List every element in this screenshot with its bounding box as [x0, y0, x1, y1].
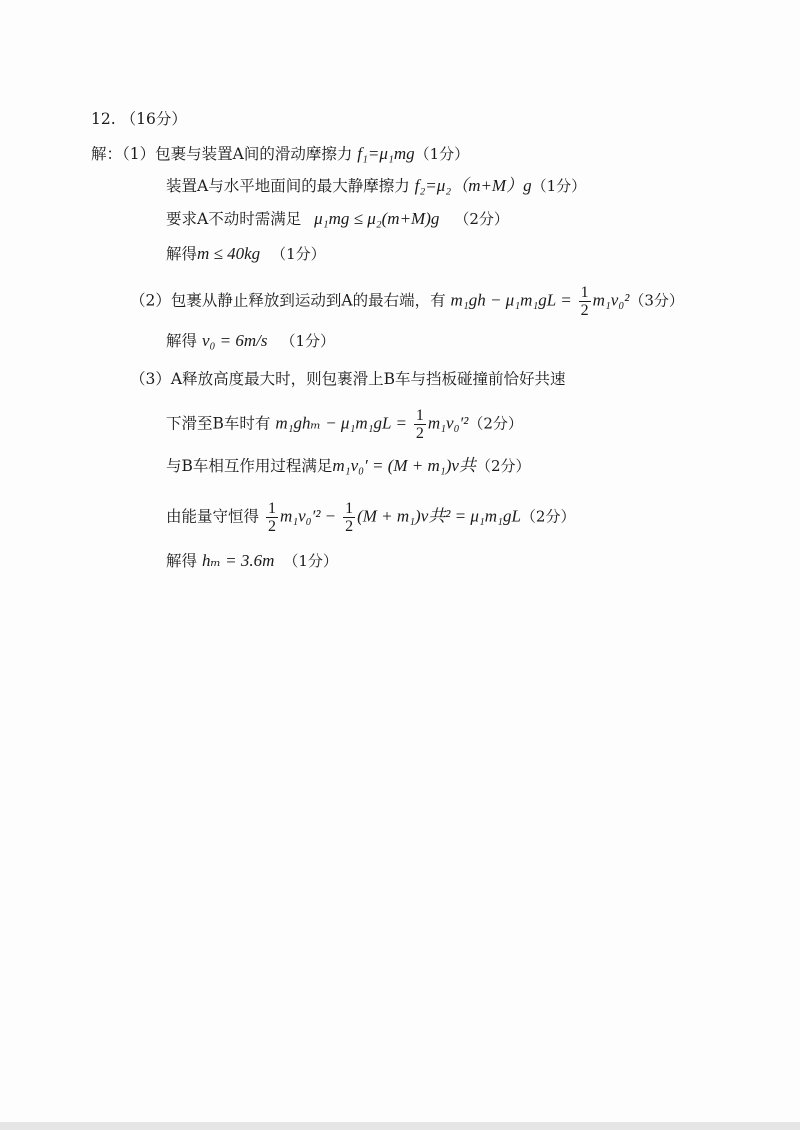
part3-line4-fraction-1 [266, 500, 278, 535]
part2-line1-text: 包裹从静止释放到运动到A的最右端，有 [170, 291, 446, 310]
part1-line4-score: （1分） [271, 245, 326, 263]
fraction-denominator: 2 [345, 518, 354, 535]
part3-line4-formula-right: (M + m₁)v共² = μ₁m₁gL [357, 506, 521, 526]
part1-line3 [166, 208, 509, 230]
part1-line2-score: （1分） [531, 177, 587, 195]
question-header [91, 108, 187, 130]
part3-line4-text: 由能量守恒得 [166, 507, 260, 526]
part3-line3 [166, 455, 530, 477]
part2-line2-score: （1分） [280, 332, 335, 350]
part2-line1-formula-left: m₁gh − μ₁m₁gL = [450, 290, 572, 310]
part2-line2 [166, 330, 335, 352]
part1-line3-formula: μ₁mg ≤ μ₂(m+M)g [314, 209, 440, 228]
part3-line5-text: 解得 [166, 552, 198, 570]
part3-line2-fraction [414, 407, 426, 442]
part3-line3-formula: m₁v₀′ = (M + m₁)v共 [332, 456, 476, 475]
part1-label: （1） [122, 145, 156, 163]
part1-line1-score: （1分） [414, 145, 470, 163]
part2-line1-fraction [579, 284, 591, 319]
fraction-denominator: 2 [267, 518, 276, 535]
scan-bottom-edge [0, 1122, 800, 1130]
part1-line4 [166, 243, 326, 265]
part1-line3-score: （2分） [454, 210, 509, 228]
part3-line4-fraction-2 [343, 500, 355, 535]
part2-line2-formula: v₀ = 6m/s [201, 331, 268, 350]
part3-label: （3） [130, 370, 171, 388]
part3-line2 [166, 407, 523, 442]
part1-line1-text: 包裹与装置A间的滑动摩擦力 [155, 145, 353, 163]
part3-line2-formula-right: m₁v₀′² [427, 413, 469, 433]
fraction-numerator: 1 [345, 500, 354, 517]
part3-line2-score: （2分） [468, 414, 523, 433]
fraction-numerator: 1 [415, 407, 424, 424]
part3-line4-score: （2分） [520, 507, 576, 526]
part3-line5-score: （1分） [283, 552, 338, 570]
part3-line4-formula-mid: m₁v₀′² − [279, 506, 337, 526]
part2-line1 [130, 284, 684, 319]
question-number: 12. [91, 110, 116, 128]
part3-line4 [166, 500, 575, 535]
part1-line3-text: 要求A不动时需满足 [166, 210, 302, 228]
fraction-numerator: 1 [267, 500, 276, 517]
part3-line1-text: A释放高度最大时，则包裹滑上B车与挡板碰撞前恰好共速 [170, 370, 566, 388]
fraction-numerator: 1 [580, 284, 589, 301]
part2-line1-formula-right: m₁v₀² [592, 290, 630, 310]
fraction-denominator: 2 [415, 425, 424, 442]
part2-line1-score: （3分） [629, 291, 684, 310]
fraction-denominator: 2 [580, 302, 589, 319]
part3-line2-formula-left: m₁ghₘ − μ₁m₁gL = [275, 413, 407, 433]
part3-line5 [166, 550, 338, 572]
part1-line4-text: 解得 [166, 245, 198, 263]
part1-line2-formula: f₂=μ₂（m+M）g [414, 176, 532, 195]
question-points: （16分） [120, 110, 187, 128]
part3-line5-formula: hₘ = 3.6m [201, 551, 275, 570]
part1-line2 [166, 175, 586, 197]
part1-line1 [91, 143, 469, 165]
solution-label: 解： [91, 145, 123, 163]
part1-line2-text: 装置A与水平地面间的最大静摩擦力 [166, 177, 410, 195]
part3-line3-text: 与B车相互作用过程满足 [166, 457, 333, 475]
part1-line4-formula: m ≤ 40kg [197, 244, 261, 263]
part3-line2-text: 下滑至B车时有 [166, 414, 271, 433]
part2-line2-text: 解得 [166, 332, 198, 350]
part1-line1-formula: f₁=μ₁mg [357, 144, 415, 163]
part3-line1 [130, 368, 565, 390]
part2-label: （2） [130, 291, 171, 310]
part3-line3-score: （2分） [475, 457, 531, 475]
